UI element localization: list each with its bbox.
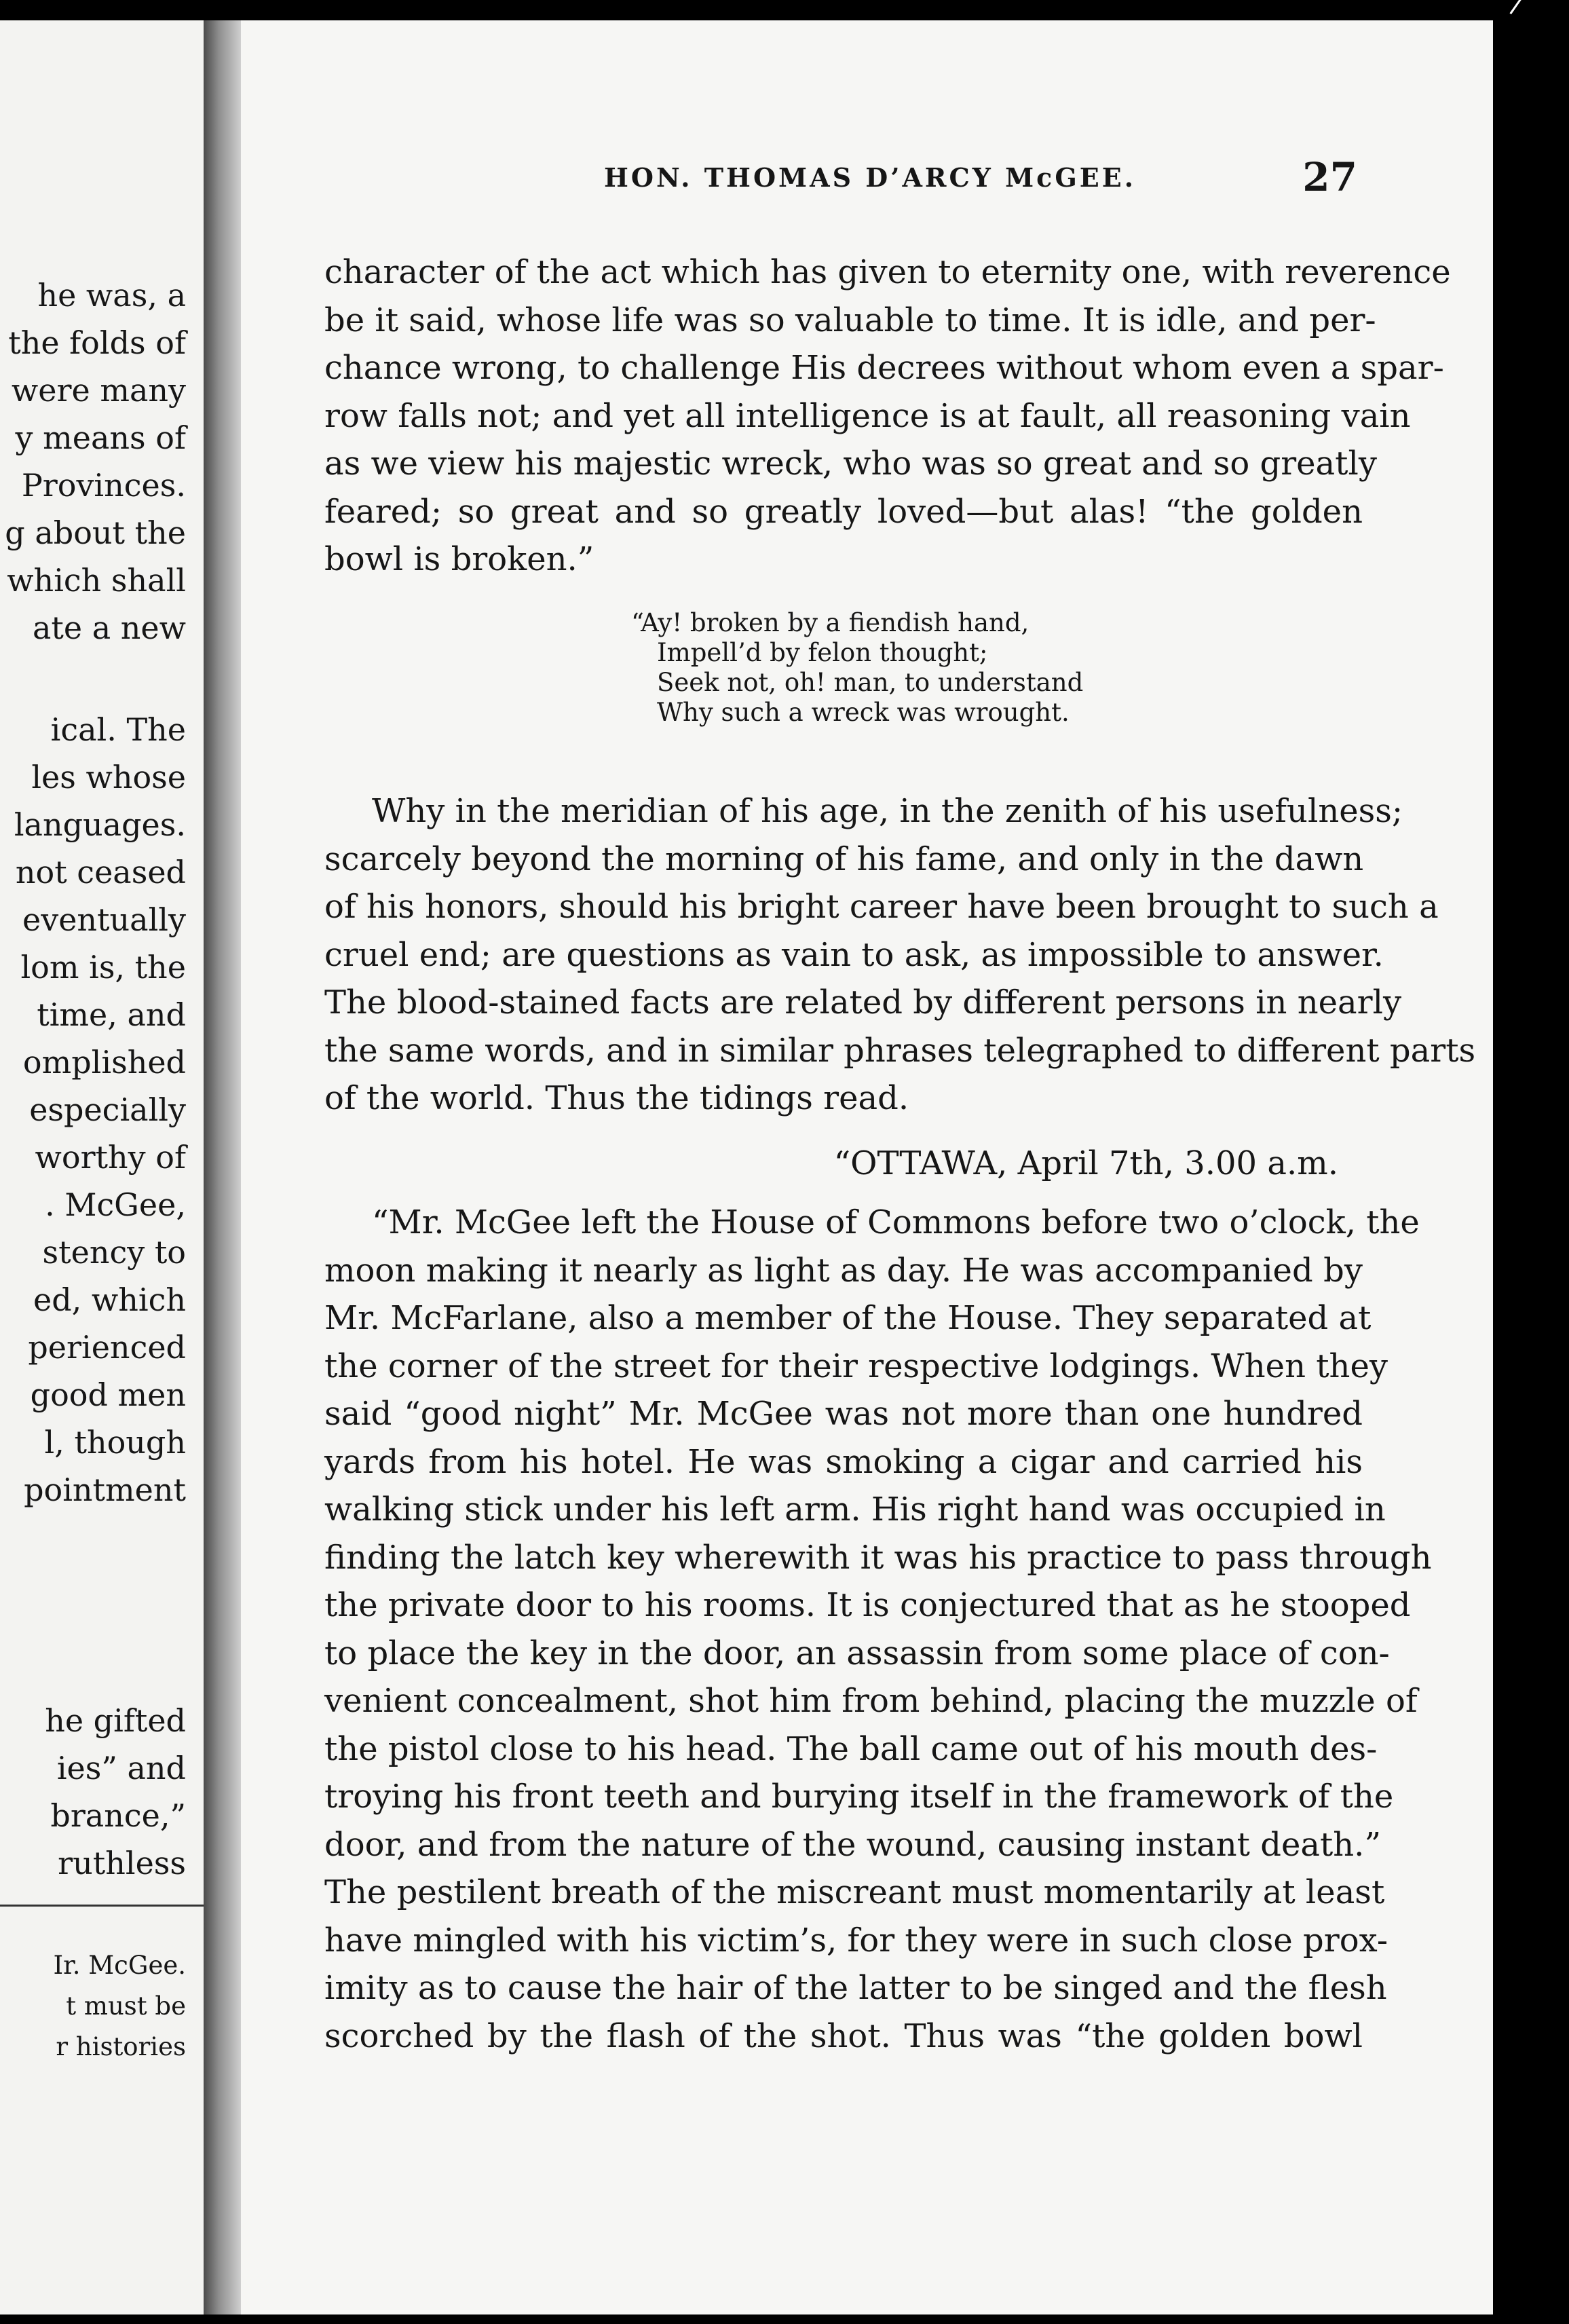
p2-line: scarcely beyond the morning of his fame, and only in the dawn: [324, 840, 1364, 878]
p1-line: as we view his majestic wreck, who was so great and so greatly: [324, 445, 1377, 483]
left-page-line: time, and: [37, 996, 186, 1033]
left-page-line: good men: [30, 1376, 186, 1413]
left-page-line: worthy of: [35, 1139, 186, 1176]
verse-line: Seek not, oh! man, to understand: [657, 668, 1084, 697]
left-page-line: perienced: [28, 1329, 186, 1366]
left-footnote-line: r histories: [56, 2032, 186, 2061]
left-page-line: lom is, the: [20, 949, 186, 986]
p3-line: “Mr. McGee left the House of Commons before two o’clock, the: [372, 1203, 1420, 1241]
p1-line: row falls not; and yet all intelligence is at fault, all reasoning vain: [324, 396, 1411, 435]
left-page-line: ical. The: [50, 711, 186, 748]
p3-line: have mingled with his victim’s, for they were in such close prox-: [324, 1921, 1388, 1960]
verse-line: Impell’d by felon thought;: [657, 638, 988, 667]
left-page-line: g about the: [5, 514, 186, 551]
p3-line: the private door to his rooms. It is conjectured that as he stooped: [324, 1586, 1411, 1624]
p2-line: The blood-stained facts are related by different persons in nearly: [324, 983, 1402, 1022]
p3-line: the corner of the street for their respective lodgings. When they: [324, 1347, 1388, 1385]
left-page-line: les whose: [31, 759, 186, 795]
left-page-line: were many: [11, 372, 186, 409]
p3-line: walking stick under his left arm. His right hand was occupied in: [324, 1491, 1386, 1529]
running-head: HON. THOMAS D’ARCY McGEE.: [604, 162, 1136, 193]
p3-line: troying his front teeth and burying itself in the framework of the: [324, 1778, 1394, 1816]
p1-line: bowl is broken.”: [324, 540, 594, 578]
left-page-line: ed, which: [33, 1281, 186, 1318]
paragraph-2: [324, 787, 1476, 1123]
left-page-fragment: [0, 20, 204, 2314]
p3-line: The pestilent breath of the miscreant must momentarily at least: [324, 1873, 1385, 1911]
left-page-line: the folds of: [8, 324, 186, 361]
paragraph-1: [324, 248, 1451, 584]
p2-line: of his honors, should his bright career have been brought to such a: [324, 888, 1439, 926]
p3-line: imity as to cause the hair of the latter to be singed and the flesh: [324, 1969, 1387, 2007]
left-footnote-line: Ir. McGee.: [53, 1951, 186, 1980]
left-page-line: . McGee,: [45, 1186, 186, 1223]
p1-line: character of the act which has given to eternity one, with reverence: [324, 253, 1451, 291]
p1-line: chance wrong, to challenge His decrees without whom even a spar-: [324, 349, 1444, 387]
left-page-line: stency to: [42, 1234, 186, 1271]
left-page-line: y means of: [15, 419, 186, 456]
p3-line: moon making it nearly as light as day. He was accompanied by: [324, 1251, 1363, 1290]
p3-line: door, and from the nature of the wound, causing instant death.”: [324, 1825, 1381, 1864]
p2-line: the same words, and in similar phrases telegraphed to different parts: [324, 1031, 1476, 1070]
p1-line: be it said, whose life was so valuable to time. It is idle, and per-: [324, 301, 1376, 339]
page-number: 27: [1302, 154, 1357, 200]
p3-line: Mr. McFarlane, also a member of the House. They separated at: [324, 1299, 1372, 1337]
page-header: [360, 154, 1357, 207]
corner-mark: [1509, 0, 1525, 14]
left-page-line: ate a new: [32, 610, 186, 646]
p1-line: feared; so great and so greatly loved—but alas! “the golden: [324, 492, 1363, 531]
p3-line: scorched by the flash of the shot. Thus was “the golden bowl: [324, 2017, 1363, 2055]
left-page-line: he gifted: [45, 1702, 186, 1739]
left-page-line: brance,”: [50, 1797, 186, 1834]
paragraph-3: [324, 1199, 1432, 2060]
left-page-line: Provinces.: [21, 467, 186, 504]
p3-line: venient concealment, shot him from behind, placing the muzzle of: [324, 1682, 1418, 1720]
p3-line: finding the latch key wherewith it was his practice to pass through: [324, 1538, 1432, 1577]
p2-line: Why in the meridian of his age, in the zenith of his usefulness;: [372, 792, 1403, 830]
left-footnote-line: t must be: [66, 1991, 186, 2021]
footnote-rule: [0, 1905, 204, 1907]
left-page-line: languages.: [14, 806, 186, 843]
left-page-line: omplished: [22, 1044, 186, 1081]
dateline: “OTTAWA, April 7th, 3.00 a.m.: [833, 1144, 1338, 1182]
verse-line: “Ay! broken by a fiendish hand,: [631, 608, 1029, 637]
left-page-line: l, though: [44, 1424, 186, 1461]
p3-line: yards from his hotel. He was smoking a cigar and carried his: [324, 1442, 1363, 1481]
left-page-line: pointment: [24, 1472, 186, 1508]
p2-line: of the world. Thus the tidings read.: [324, 1079, 909, 1117]
left-page-line: ruthless: [58, 1845, 186, 1881]
left-page-line: not ceased: [15, 854, 186, 891]
left-page-line: which shall: [7, 562, 186, 599]
p3-line: the pistol close to his head. The ball came out of his mouth des-: [324, 1729, 1378, 1768]
book-gutter: [204, 20, 241, 2314]
p3-line: to place the key in the door, an assassin from some place of con-: [324, 1634, 1390, 1672]
left-page-line: eventually: [22, 901, 186, 938]
left-page-line: he was, a: [37, 277, 186, 314]
left-page-line: especially: [29, 1091, 186, 1128]
verse-line: Why such a wreck was wrought.: [657, 698, 1070, 727]
left-page-line: ies” and: [56, 1750, 186, 1786]
p2-line: cruel end; are questions as vain to ask, as impossible to answer.: [324, 935, 1384, 974]
verse-quote: [631, 608, 1174, 728]
p3-line: said “good night” Mr. McGee was not more than one hundred: [324, 1395, 1363, 1433]
